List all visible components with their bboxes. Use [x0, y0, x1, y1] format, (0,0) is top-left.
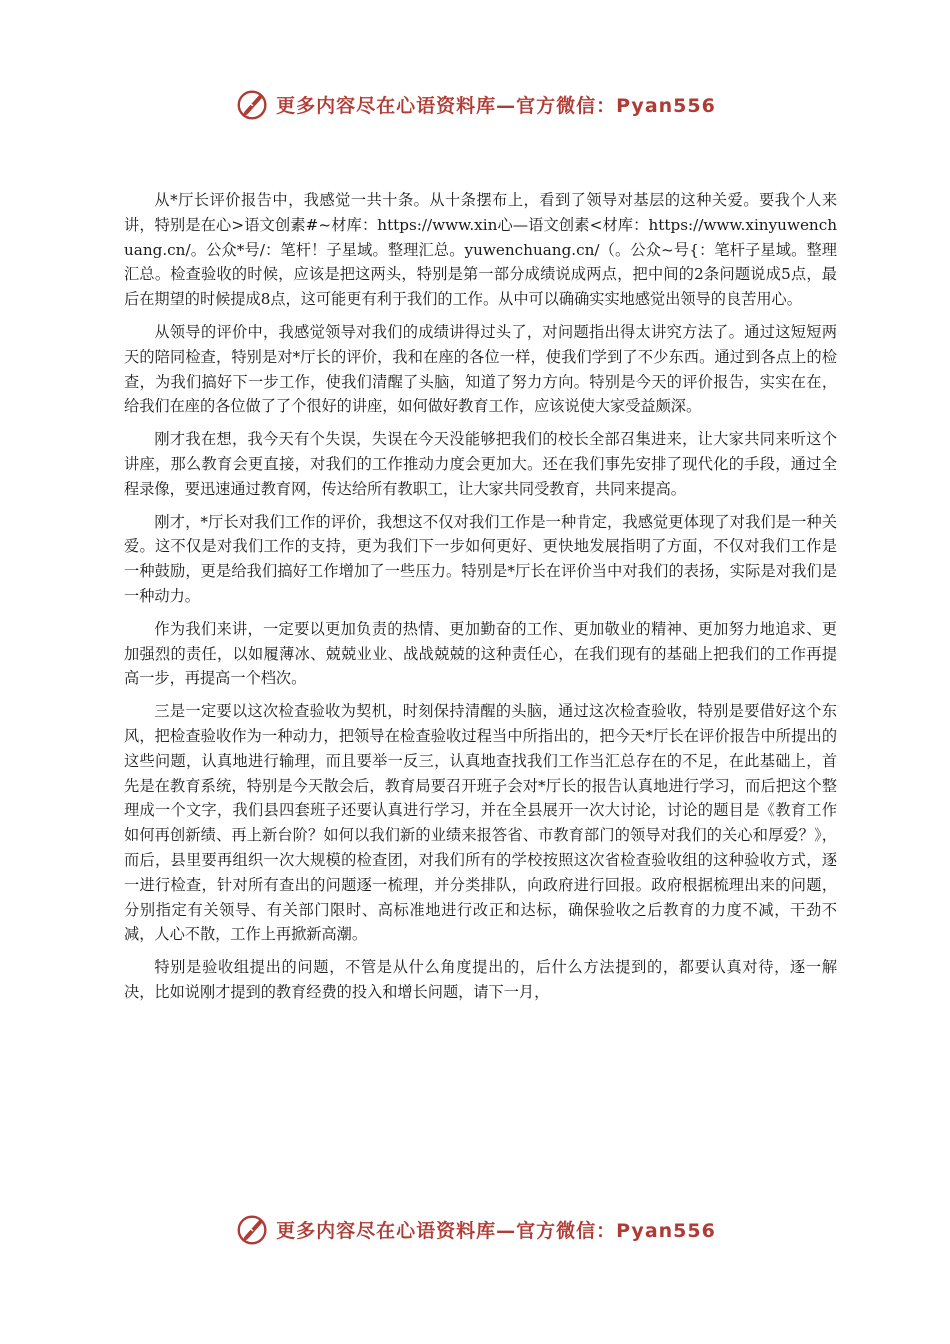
footer-banner-text: 更多内容尽在心语资料库—官方微信：Pyan556 [276, 1219, 716, 1242]
document-body [124, 188, 837, 1013]
paragraph-1: 从*厅长评价报告中，我感觉一共十条。从十条摆布上，看到了领导对基层的这种关爱。要我个人来讲，特别是在心>语文创素#~材库：https://www.xin心—语文创素<材库：https://www.xinyuwenchuang.cn/。公众*号/：笔杆！子星域。整理汇总。yuwenchuang.cn/（。公众~号{：笔杆子星域。整理汇总。检查验收的时候，应该是把这两头，特别是第一部分成绩说成两点，把中间的2条问题说成5点，最后在期望的时候提成8点，这可能更有利于我们的工作。从中可以确确实实地感觉出领导的良苦用心。 [124, 191, 837, 309]
header-banner [0, 84, 950, 124]
pen-logo-icon [234, 1210, 272, 1248]
paragraph-5: 作为我们来讲，一定要以更加负责的热情、更加勤奋的工作、更加敬业的精神、更加努力地追求、更加强烈的责任，以如履薄冰、兢兢业业、战战兢兢的这种责任心，在我们现有的基础上把我们的工作再提高一步，再提高一个档次。 [124, 619, 837, 688]
paragraph-3: 刚才我在想，我今天有个失误，失误在今天没能够把我们的校长全部召集进来，让大家共同来听这个讲座，那么教育会更直接，对我们的工作推动力度会更加大。还在我们事先安排了现代化的手段，通过全程录像，要迅速通过教育网，传达给所有教职工，让大家共同受教育，共同来提高。 [124, 430, 837, 498]
pen-logo-icon [234, 85, 272, 123]
footer-banner [0, 1209, 950, 1249]
paragraph-4: 刚才，*厅长对我们工作的评价，我想这不仅对我们工作是一种肯定，我感觉更体现了对我们是一种关爱。这不仅是对我们工作的支持，更为我们下一步如何更好、更快地发展指明了方面，不仅对我们工作是一种鼓励，更是给我们搞好工作增加了一些压力。特别是*厅长在评价当中对我们的表扬，实际是对我们是一种动力。 [124, 512, 837, 605]
paragraph-6: 三是一定要以这次检查验收为契机，时刻保持清醒的头脑，通过这次检查验收，特别是要借好这个东风，把检查验收作为一种动力，把领导在检查验收过程当中所指出的，把今天*厅长在评价报告中所提出的这些问题，认真地进行输理，而且要举一反三，认真地查找我们工作当汇总存在的不足，在此基础上，首先是在教育系统，特别是今天散会后，教育局要召开班子会对*厅长的报告认真地进行学习，而后把这个整理成一个文字，我们县四套班子还要认真进行学习，并在全县展开一次大讨论，讨论的题目是《教育工作如何再创新绩、再上新台阶？如何以我们新的业绩来报答省、市教育部门的领导对我们的关心和厚爱？》，而后，县里要再组织一次大规模的检查团，对我们所有的学校按照这次省检查验收组的这种验收方式，逐一进行检查，针对所有查出的问题逐一梳理，并分类排队，向政府进行回报。政府根据梳理出来的问题，分别指定有关领导、有关部门限时、高标准地进行改正和达标，确保验收之后教育的力度不减，干劲不减，人心不散，工作上再掀新高潮。 [124, 702, 837, 944]
paragraph-2: 从领导的评价中，我感觉领导对我们的成绩讲得过头了，对问题指出得太讲究方法了。通过这短短两天的陪同检查，特别是对*厅长的评价，我和在座的各位一样，使我们学到了不少东西。通过到各点上的检查，为我们搞好下一步工作，使我们清醒了头脑，知道了努力方向。特别是今天的评价报告，实实在在，给我们在座的各位做了了个很好的讲座，如何做好教育工作，应该说使大家受益颇深。 [124, 322, 837, 416]
paragraph-7: 特别是验收组提出的问题，不管是从什么角度提出的，后什么方法提到的，都要认真对待，逐一解决，比如说刚才提到的教育经费的投入和增长问题，请下一月， [124, 958, 837, 1001]
header-banner-text: 更多内容尽在心语资料库—官方微信：Pyan556 [276, 94, 716, 117]
